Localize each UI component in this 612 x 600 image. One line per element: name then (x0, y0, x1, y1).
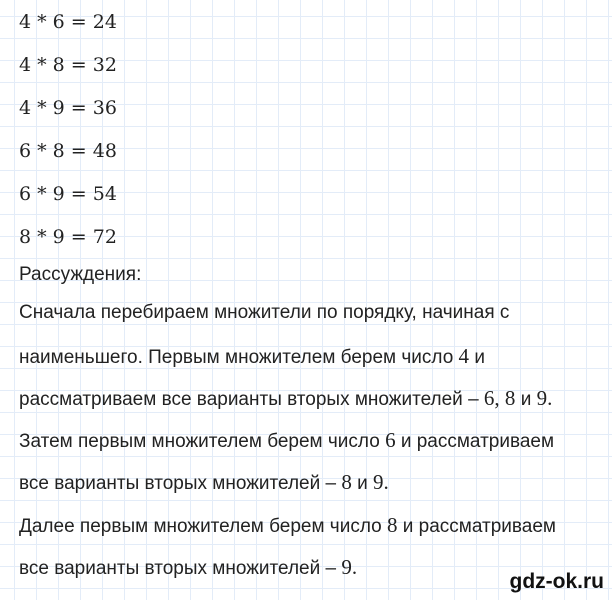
equation: 6 * 9 = 54 (19, 183, 117, 205)
text: и рассматриваем (397, 516, 556, 537)
number: 8 (341, 470, 352, 494)
number: 9. (536, 386, 553, 410)
equation: 4 * 6 = 24 (19, 11, 117, 33)
equation: 4 * 9 = 36 (19, 97, 117, 119)
paragraph-line (19, 386, 552, 412)
heading-colon: : (136, 264, 142, 285)
paragraph-line: Сначала перебираем множители по порядку, начиная с (19, 302, 510, 323)
paragraph-line (19, 344, 485, 370)
paragraph-line (19, 513, 556, 539)
number: 9. (373, 470, 389, 494)
text: Затем первым множителем берем число (19, 431, 386, 452)
number: 8 (386, 513, 398, 537)
text: Далее первым множителем берем число (19, 516, 387, 537)
text: и рассматриваем (395, 431, 555, 452)
heading-text: Рассуждения (19, 264, 137, 285)
text: и (515, 389, 537, 410)
paragraph-line (19, 555, 357, 581)
text: и (351, 473, 374, 494)
number: 9. (341, 555, 358, 579)
watermark: gdz-ok.ru (509, 570, 604, 593)
text: рассматриваем все варианты вторых множителей – (19, 389, 484, 410)
number: 6 (385, 428, 396, 452)
equation: 6 * 8 = 48 (19, 140, 117, 162)
equation: 8 * 9 = 72 (19, 226, 117, 248)
text: наименьшего. Первым множителем берем число (19, 347, 459, 368)
paragraph-line (19, 428, 554, 454)
text: все варианты вторых множителей – (19, 558, 342, 579)
section-heading (19, 263, 141, 287)
number: 6, 8 (483, 386, 516, 410)
text: и (469, 347, 485, 368)
equation: 4 * 8 = 32 (19, 54, 117, 76)
paragraph-line (19, 470, 389, 496)
text: все варианты вторых множителей – (19, 473, 342, 494)
number: 4 (458, 344, 470, 368)
